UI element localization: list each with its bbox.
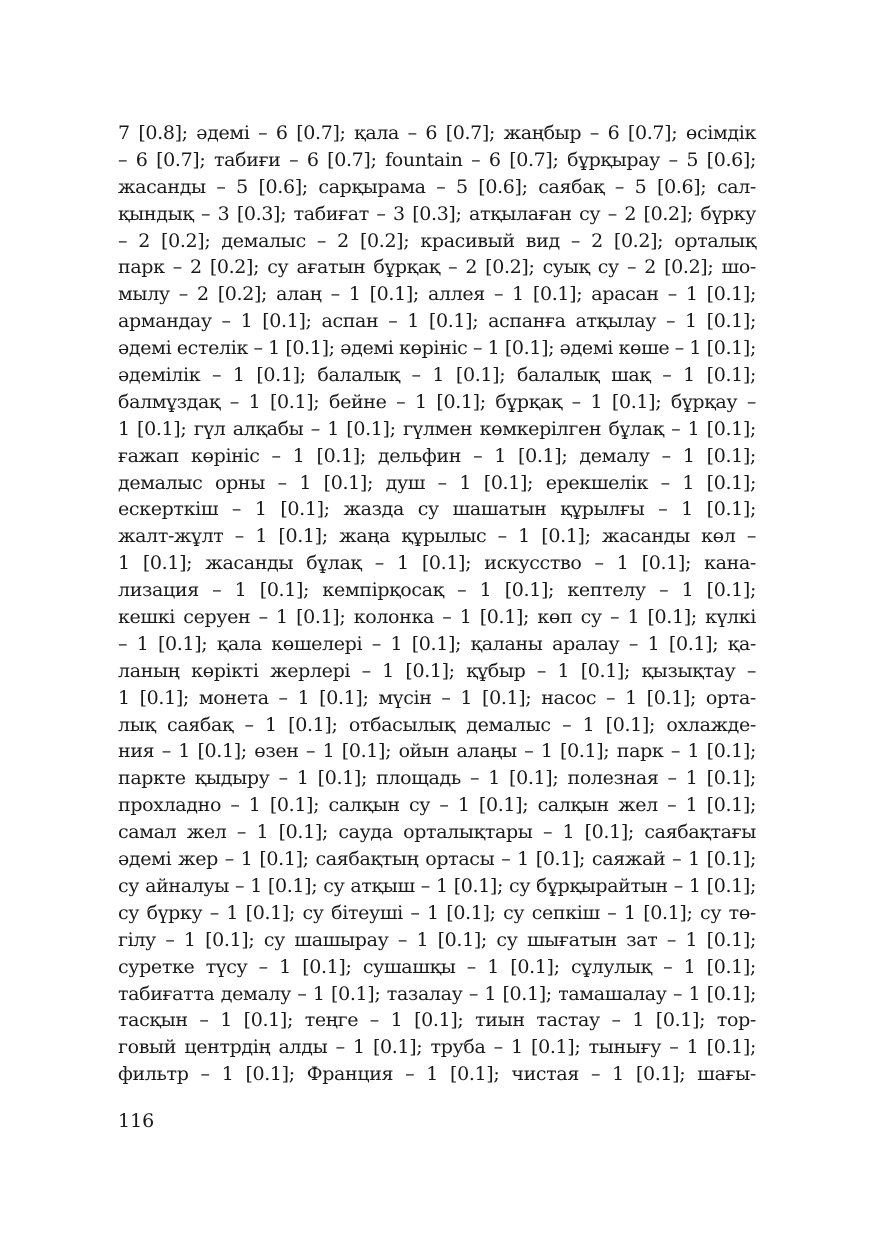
text-line: демалыс орны – 1 [0.1]; душ – 1 [0.1]; ерекшелік – 1 [0.1]; (118, 471, 756, 494)
text-line: 1 [0.1]; жасанды бұлақ – 1 [0.1]; искусство – 1 [0.1]; кана- (118, 552, 756, 575)
text-line: – 2 [0.2]; демалыс – 2 [0.2]; красивый вид – 2 [0.2]; орталық (118, 229, 756, 252)
text-line: суретке түсу – 1 [0.1]; сушашқы – 1 [0.1]; сұлулық – 1 [0.1]; (118, 955, 756, 978)
text-line: парк – 2 [0.2]; су ағатын бұрқақ – 2 [0.2]; суық су – 2 [0.2]; шо- (118, 256, 756, 279)
page-number: 116 (118, 1110, 155, 1132)
text-line: әдемілік – 1 [0.1]; балалық – 1 [0.1]; балалық шақ – 1 [0.1]; (118, 364, 756, 387)
text-line: мылу – 2 [0.2]; алаң – 1 [0.1]; аллея – 1 [0.1]; арасан – 1 [0.1]; (118, 283, 756, 306)
text-line: фильтр – 1 [0.1]; Франция – 1 [0.1]; чистая – 1 [0.1]; шағы- (118, 1063, 756, 1086)
text-line: ескерткіш – 1 [0.1]; жазда су шашатын құрылғы – 1 [0.1]; (118, 498, 756, 521)
text-line: кешкі серуен – 1 [0.1]; колонка – 1 [0.1]; көп су – 1 [0.1]; күлкі (118, 606, 756, 629)
text-line: балмұздақ – 1 [0.1]; бейне – 1 [0.1]; бұрқақ – 1 [0.1]; бұрқау – (118, 390, 756, 413)
text-line: әдемі естелік – 1 [0.1]; әдемі көрініс – 1 [0.1]; әдемі көше – 1 [0.1]; (118, 337, 756, 360)
text-line: прохладно – 1 [0.1]; салқын су – 1 [0.1]; салқын жел – 1 [0.1]; (118, 794, 756, 817)
text-line: 7 [0.8]; әдемі – 6 [0.7]; қала – 6 [0.7]; жаңбыр – 6 [0.7]; өсімдік (118, 122, 756, 144)
text-line: әдемі жер – 1 [0.1]; саябақтың ортасы – 1 [0.1]; саяжай – 1 [0.1]; (118, 848, 756, 871)
text-line: су айналуы – 1 [0.1]; су атқыш – 1 [0.1]; су бұрқырайтын – 1 [0.1]; (118, 874, 756, 897)
text-line: – 6 [0.7]; табиғи – 6 [0.7]; fountain – 6 [0.7]; бұрқырау – 5 [0.6]; (118, 148, 756, 171)
text-line: табиғатта демалу – 1 [0.1]; тазалау – 1 [0.1]; тамашалау – 1 [0.1]; (118, 982, 756, 1005)
text-line: армандау – 1 [0.1]; аспан – 1 [0.1]; аспанға атқылау – 1 [0.1]; (118, 310, 756, 333)
text-line: самал жел – 1 [0.1]; сауда орталықтары – 1 [0.1]; саябақтағы (118, 821, 756, 844)
text-line: ния – 1 [0.1]; өзен – 1 [0.1]; ойын алаңы – 1 [0.1]; парк – 1 [0.1]; (118, 740, 756, 763)
text-line: жалт-жұлт – 1 [0.1]; жаңа құрылыс – 1 [0.1]; жасанды көл – (118, 525, 756, 548)
text-line: – 1 [0.1]; қала көшелері – 1 [0.1]; қаланы аралау – 1 [0.1]; қа- (118, 632, 756, 655)
text-line: ғажап көрініс – 1 [0.1]; дельфин – 1 [0.1]; демалу – 1 [0.1]; (118, 444, 756, 467)
text-line: паркте қыдыру – 1 [0.1]; площадь – 1 [0.1]; полезная – 1 [0.1]; (118, 767, 756, 790)
text-line: қындық – 3 [0.3]; табиғат – 3 [0.3]; атқылаған су – 2 [0.2]; бүрку (118, 202, 756, 225)
text-line: говый центрдің алды – 1 [0.1]; труба – 1 [0.1]; тынығу – 1 [0.1]; (118, 1036, 756, 1059)
text-line: ланың көрікті жерлері – 1 [0.1]; құбыр – 1 [0.1]; қызықтау – (118, 659, 756, 682)
text-line: 1 [0.1]; монета – 1 [0.1]; мүсін – 1 [0.1]; насос – 1 [0.1]; орта- (118, 686, 756, 709)
text-line: лизация – 1 [0.1]; кемпірқосақ – 1 [0.1]; кептелу – 1 [0.1]; (118, 579, 756, 602)
text-line: лық саябақ – 1 [0.1]; отбасылық демалыс – 1 [0.1]; охлажде- (118, 713, 756, 736)
body-text (118, 120, 756, 1088)
text-line: тасқын – 1 [0.1]; теңге – 1 [0.1]; тиын тастау – 1 [0.1]; тор- (118, 1009, 756, 1032)
text-line: жасанды – 5 [0.6]; сарқырама – 5 [0.6]; саябақ – 5 [0.6]; сал- (118, 175, 756, 198)
text-line: 1 [0.1]; гүл алқабы – 1 [0.1]; гүлмен көмкерілген бұлақ – 1 [0.1]; (118, 417, 756, 440)
text-line: су бүрку – 1 [0.1]; су бітеуші – 1 [0.1]; су сепкіш – 1 [0.1]; су тө- (118, 901, 756, 924)
text-line: гілу – 1 [0.1]; су шашырау – 1 [0.1]; су шығатын зат – 1 [0.1]; (118, 928, 756, 951)
